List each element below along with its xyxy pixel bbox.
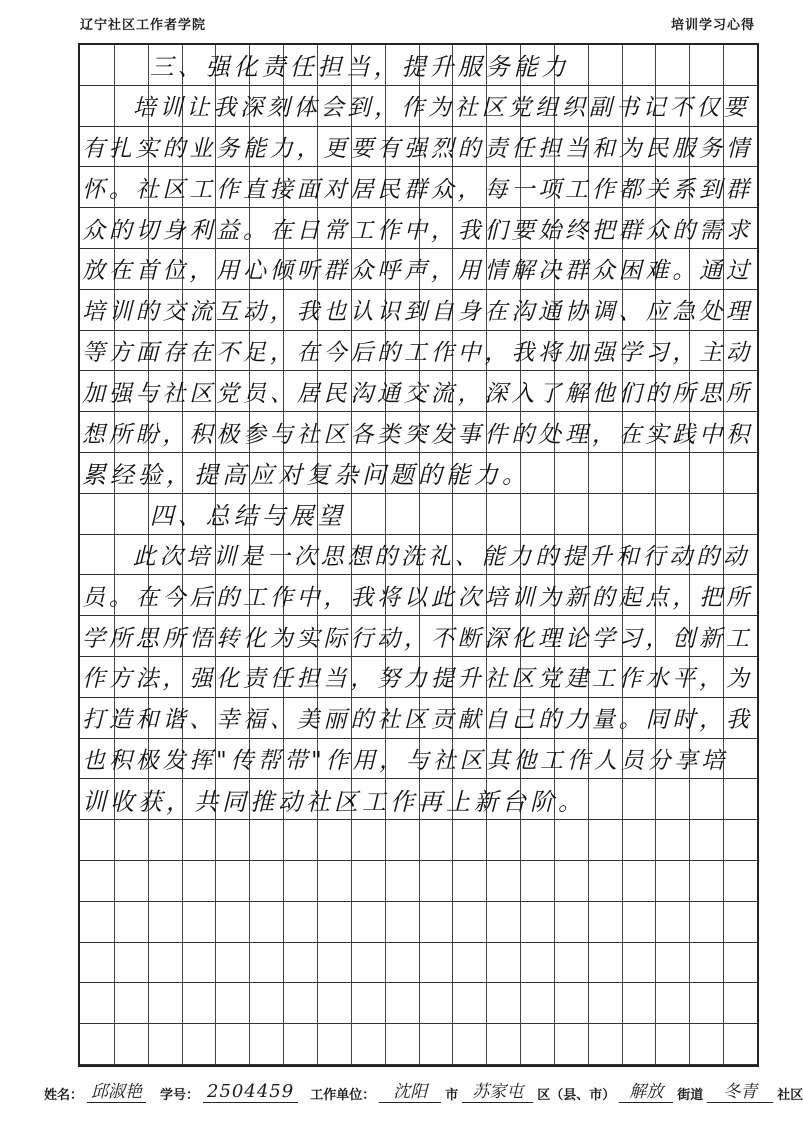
name-value: 邱淑艳 <box>87 1082 146 1103</box>
grid-row <box>80 1024 757 1065</box>
street-value: 解放 <box>619 1082 673 1103</box>
handwritten-line: 三、强化责任担当，提升服务能力 <box>149 53 570 82</box>
handwritten-line <box>82 983 755 1023</box>
grid-row <box>80 698 757 739</box>
handwritten-line: 累经验，提高应对复杂问题的能力。 <box>82 461 530 490</box>
writing-grid <box>78 43 759 1067</box>
handwritten-line: 怀。社区工作直接面对居民群众，每一项工作都关系到群 <box>82 176 753 203</box>
handwritten-line: 众的切身利益。在日常工作中，我们要始终把群众的需求 <box>82 217 753 244</box>
grid-row <box>80 535 757 576</box>
handwritten-line: 作方法，强化责任担当，努力提升社区党建工作水平，为 <box>82 666 753 693</box>
handwritten-line: 想所盼，积极参与社区各类突发事件的处理，在实践中积 <box>82 421 753 448</box>
handwritten-line: 打造和谐、幸福、美丽的社区贡献自己的力量。同时，我 <box>82 707 753 734</box>
grid-row <box>80 290 757 331</box>
header-school-name: 辽宁社区工作者学院 <box>80 18 207 33</box>
handwritten-line: 等方面存在不足，在今后的工作中，我将加强学习，主动 <box>82 339 753 366</box>
community-suffix: 社区 <box>777 1088 803 1103</box>
grid-row <box>80 167 757 208</box>
handwritten-line: 培训让我深刻体会到，作为社区党组织副书记不仅要 <box>132 95 750 122</box>
grid-row <box>80 983 757 1024</box>
unit-label: 工作单位： <box>310 1088 376 1103</box>
handwritten-line: 培训的交流互动，我也认识到自身在沟通协调、应急处理 <box>82 299 753 326</box>
district-suffix: 区（县、市） <box>537 1088 616 1103</box>
grid-row <box>80 453 757 494</box>
id-value: 2504459 <box>203 1082 298 1103</box>
handwritten-line <box>82 902 755 942</box>
grid-row <box>80 45 757 86</box>
grid-row <box>80 412 757 453</box>
grid-row <box>80 127 757 168</box>
id-label: 学号： <box>160 1088 200 1103</box>
grid-row <box>80 249 757 290</box>
handwritten-line: 放在首位，用心倾听群众呼声，用情解决群众困难。通过 <box>82 258 753 285</box>
grid-row <box>80 861 757 902</box>
handwritten-line: 员。在今后的工作中，我将以此次培训为新的起点，把所 <box>82 584 753 611</box>
city-suffix: 市 <box>445 1088 459 1103</box>
grid-row <box>80 739 757 780</box>
grid-row <box>80 371 757 412</box>
street-suffix: 街道 <box>677 1088 704 1103</box>
community-value: 冬青 <box>707 1082 773 1103</box>
grid-row <box>80 779 757 820</box>
grid-row <box>80 331 757 372</box>
handwritten-line <box>82 820 755 860</box>
handwritten-line <box>82 1024 755 1064</box>
handwritten-line: 加强与社区党员、居民沟通交流，深入了解他们的所思所 <box>82 380 753 407</box>
district-value: 苏家屯 <box>462 1082 533 1103</box>
handwritten-line: 四、总结与展望 <box>149 502 346 531</box>
grid-row <box>80 616 757 657</box>
handwritten-line: 学所思所悟转化为实际行动，不断深化理论学习，创新工 <box>82 625 753 652</box>
grid-row <box>80 494 757 535</box>
grid-row <box>80 86 757 127</box>
name-label: 姓名： <box>44 1088 84 1103</box>
footer-info <box>44 1082 803 1103</box>
handwritten-line <box>82 943 755 983</box>
grid-row <box>80 575 757 616</box>
handwritten-line: 训收获，共同推动社区工作再上新台阶。 <box>82 787 586 816</box>
handwritten-line <box>82 861 755 901</box>
header-doc-title: 培训学习心得 <box>670 18 755 33</box>
grid-row <box>80 657 757 698</box>
grid-row <box>80 820 757 861</box>
grid-row <box>80 902 757 943</box>
grid-row <box>80 943 757 984</box>
grid-row <box>80 208 757 249</box>
handwritten-line: 有扎实的业务能力，更要有强烈的责任担当和为民服务情 <box>82 135 753 162</box>
handwritten-line: 也积极发挥"传帮带"作用，与社区其他工作人员分享培 <box>82 747 728 774</box>
city-value: 沈阳 <box>379 1082 441 1103</box>
handwritten-line: 此次培训是一次思想的洗礼、能力的提升和行动的动 <box>132 543 750 570</box>
